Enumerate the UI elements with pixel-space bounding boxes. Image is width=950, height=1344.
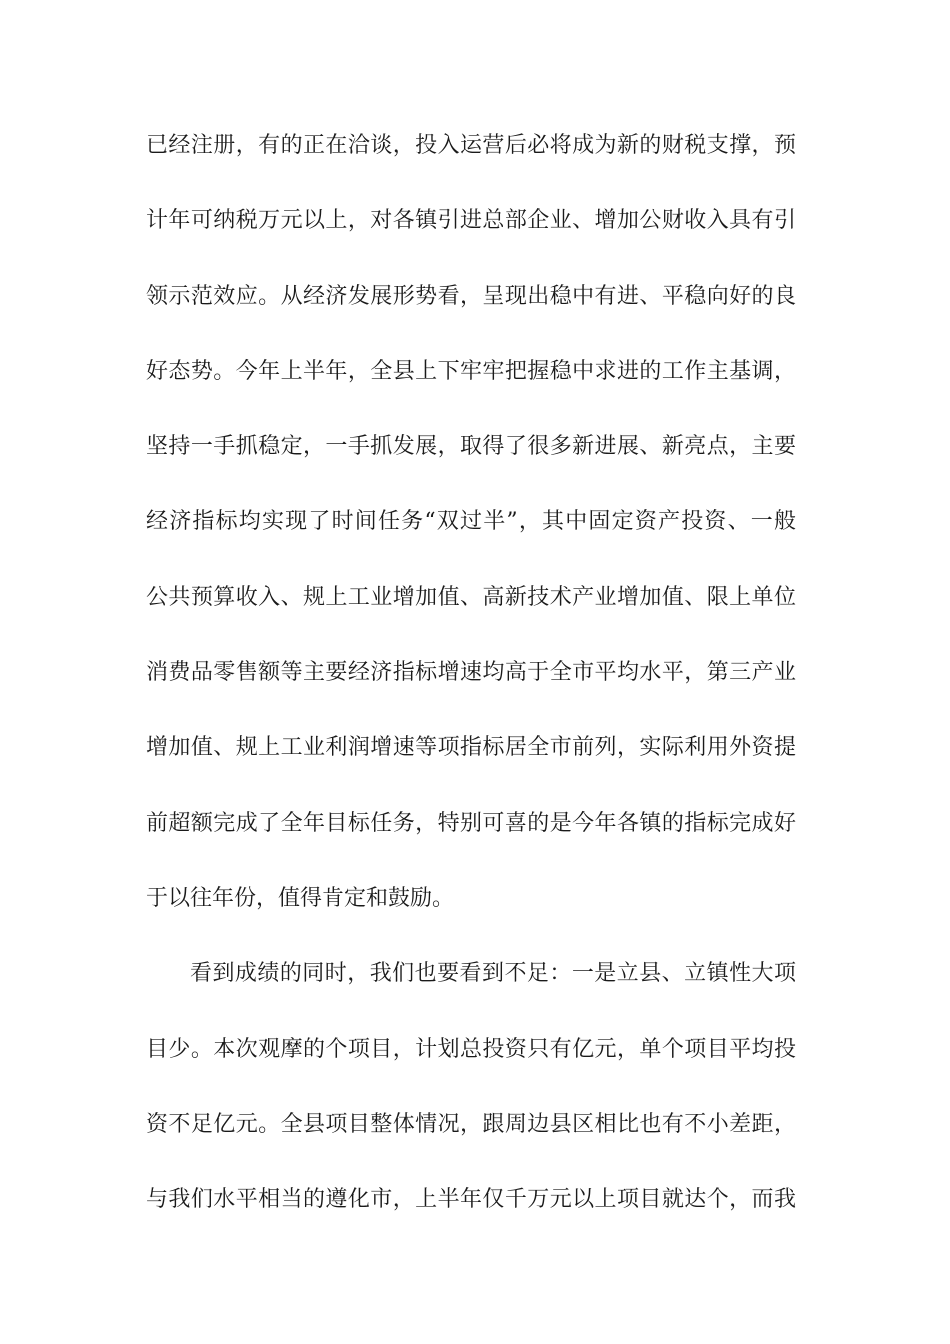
text-line: 消费品零售额等主要经济指标增速均高于全市平均水平，第三产业 [146,660,796,686]
text-line: 资不足亿元。全县项目整体情况，跟周边县区相比也有不小差距， [146,1111,796,1137]
paragraph-start-line: 看到成绩的同时，我们也要看到不足：一是立县、立镇性大项 [190,961,796,987]
text-line: 目少。本次观摩的个项目，计划总投资只有亿元，单个项目平均投 [146,1036,796,1062]
body-text [146,128,796,1257]
text-line: 经济指标均实现了时间任务“双过半”，其中固定资产投资、一般 [146,509,796,535]
paragraph-end-line: 于以往年份，值得肯定和鼓励。 [146,885,455,911]
text-line: 前超额完成了全年目标任务，特别可喜的是今年各镇的指标完成好 [146,810,796,836]
text-line: 增加值、规上工业利润增速等项指标居全市前列，实际利用外资提 [146,735,796,761]
text-line: 公共预算收入、规上工业增加值、高新技术产业增加值、限上单位 [146,584,796,610]
text-line: 领示范效应。从经济发展形势看，呈现出稳中有进、平稳向好的良 [146,283,796,309]
text-line: 已经注册，有的正在洽谈，投入运营后必将成为新的财税支撑，预 [146,133,796,158]
text-line: 计年可纳税万元以上，对各镇引进总部企业、增加公财收入具有引 [146,208,796,234]
text-line: 与我们水平相当的遵化市，上半年仅千万元以上项目就达个，而我 [146,1187,796,1213]
text-line: 坚持一手抓稳定，一手抓发展，取得了很多新进展、新亮点，主要 [146,434,796,460]
text-line: 好态势。今年上半年，全县上下牢牢把握稳中求进的工作主基调， [146,358,796,384]
